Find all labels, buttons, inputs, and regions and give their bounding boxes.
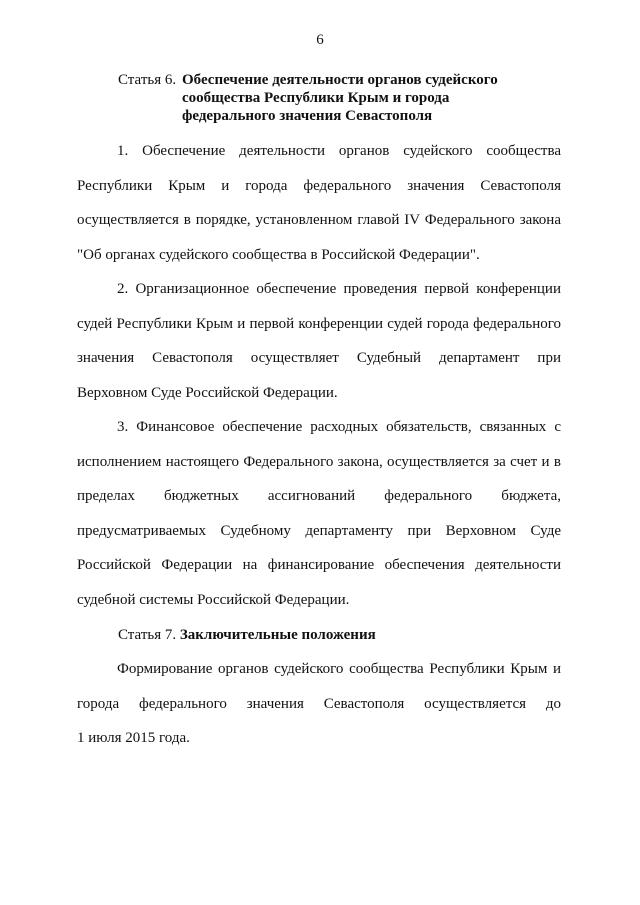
paragraph-line: пределах бюджетных ассигнований федерального бюджета, <box>77 488 561 505</box>
article-6-paragraph-1 <box>77 134 561 272</box>
page-number: 6 <box>316 32 324 48</box>
article-6-paragraph-2 <box>77 272 561 410</box>
article-6-title-line: Обеспечение деятельности органов судейского <box>182 72 498 88</box>
paragraph-line: осуществляется в порядке, установленном главой IV Федерального закона <box>77 212 561 229</box>
article-6-heading <box>118 71 498 125</box>
paragraph-line: Российской Федерации на финансирование обеспечения деятельности <box>77 557 561 574</box>
paragraph-line: Верховном Суде Российской Федерации. <box>77 384 338 401</box>
paragraph-line: 3. Финансовое обеспечение расходных обязательств, связанных с <box>117 419 561 435</box>
article-7-heading <box>118 626 376 644</box>
paragraph-line: города федерального значения Севастополя осуществляется до <box>77 695 561 712</box>
article-6-title-line: сообщества Республики Крым и города <box>182 90 450 106</box>
paragraph-line: "Об органах судейского сообщества в Российской Федерации". <box>77 246 480 263</box>
article-6-title-line: федерального значения Севастополя <box>182 108 433 124</box>
paragraph-line: судебной системы Российской Федерации. <box>77 591 350 608</box>
article-7-title: Заключительные положения <box>179 627 376 643</box>
paragraph-line: предусматриваемых Судебному департаменту при Верховном Суде <box>77 522 561 539</box>
paragraph-line: Формирование органов судейского сообщества Республики Крым и <box>117 661 561 677</box>
article-7-paragraph <box>77 652 561 756</box>
paragraph-line: значения Севастополя осуществляет Судебный департамент при <box>77 350 561 367</box>
paragraph-line: 1 июля 2015 года. <box>77 730 190 747</box>
paragraph-line: 1. Обеспечение деятельности органов судейского сообщества <box>117 143 561 159</box>
article-6-label: Статья 6. <box>118 72 177 88</box>
article-7-label: Статья 7. <box>118 627 177 643</box>
paragraph-line: 2. Организационное обеспечение проведения первой конференции <box>117 281 561 297</box>
paragraph-line: Республики Крым и города федерального значения Севастополя <box>77 177 561 194</box>
paragraph-line: судей Республики Крым и первой конференции судей города федерального <box>77 315 561 332</box>
article-6-title <box>182 71 498 125</box>
article-6-paragraph-3 <box>77 410 561 618</box>
paragraph-line: исполнением настоящего Федерального закона, осуществляется за счет и в <box>77 453 561 470</box>
